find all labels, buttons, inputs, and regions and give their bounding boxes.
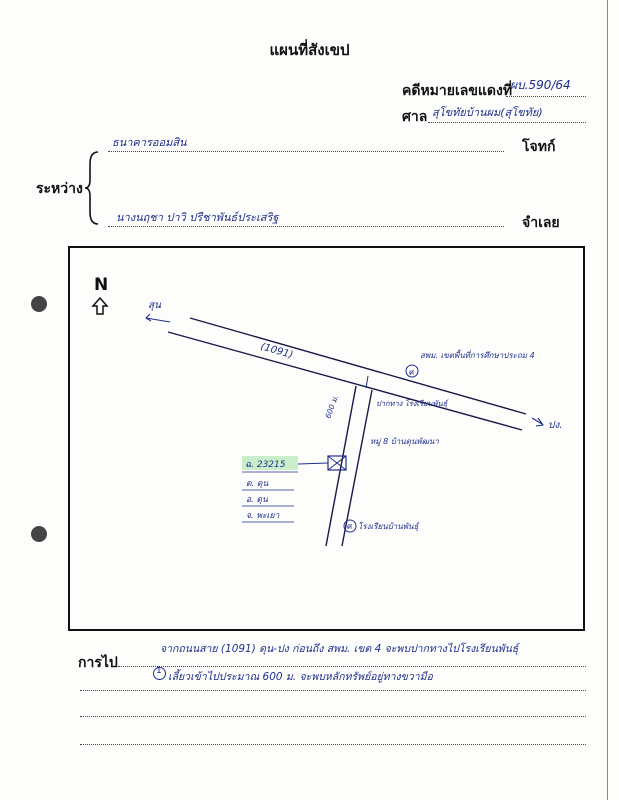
defendant-value: นางนฤชา ปาวิ ปรีชาพันธ์ประเสริฐ (116, 211, 279, 224)
road-number: (1091) (259, 341, 295, 362)
court-label: ศาล (402, 109, 428, 125)
directions-line-2: เลี้ยวเข้าไปประมาณ 600 ม. จะพบหลักทรัพย์อยู่ทางขวามือ (168, 671, 433, 683)
case-number-line (506, 96, 586, 97)
plaintiff-line (108, 151, 504, 152)
plaintiff-label: โจทก์ (522, 139, 556, 155)
subdistrict-label: ต. ดุน (246, 479, 269, 489)
directions-dotline-1 (118, 666, 586, 667)
road-left-label: สุน (148, 300, 161, 311)
case-number-value: ผบ.590/64 (510, 78, 571, 92)
court-line (428, 122, 586, 123)
entrance-tick (366, 376, 368, 388)
defendant-label: จำเลย (522, 215, 560, 231)
north-arrow-icon (93, 298, 107, 314)
alley-entrance-label: ปากทาง โรงเรียนพันธุ์ (376, 399, 448, 408)
district-label: อ. ดุน (246, 495, 268, 505)
directions-line-1: จากถนนสาย (1091) ดุน-ปง ก่อนถึง สพม. เขต 4 จะพบปากทางไปโรงเรียนพันธุ์ (160, 643, 519, 655)
school-bottom-label: โรงเรียนบ้านพันธุ์ (358, 522, 419, 531)
map-frame (68, 246, 585, 631)
directions-dotline-4 (80, 744, 586, 745)
directions-dotline-2 (80, 690, 586, 691)
landmark-school-label: สพม. เขตพื้นที่การศึกษาประถม 4 (420, 351, 535, 360)
main-road-north-edge (190, 318, 526, 414)
deed-number: ฉ. 23215 (245, 460, 286, 470)
between-brace (84, 150, 100, 226)
directions-step-mark: 1 (156, 666, 162, 676)
village-label: หมู่ 8 บ้านดุนพัฒนา (370, 437, 439, 446)
between-label: ระหว่าง (36, 181, 83, 197)
province-label: จ. พะเยา (246, 511, 280, 521)
plaintiff-value: ธนาคารออมสิน (112, 136, 187, 149)
school-bottom-mark: ศ (347, 522, 353, 531)
punch-hole-bottom (31, 526, 47, 542)
case-number-label: คดีหมายเลขแดงที่ (402, 83, 513, 99)
directions-label: การไป (78, 655, 118, 671)
north-label: N (94, 275, 109, 295)
road-right-label: ปง. (548, 420, 563, 431)
parcel-leader-line (298, 463, 328, 464)
punch-hole-top (31, 296, 47, 312)
landmark-school-mark: ศ (409, 368, 415, 377)
directions-dotline-3 (80, 716, 586, 717)
page-title: แผนที่สังเขป (269, 41, 350, 59)
map-drawing (70, 248, 583, 629)
arrow-left-head-icon (146, 314, 151, 321)
main-road-south-edge (168, 332, 522, 430)
page-edge (607, 0, 608, 800)
defendant-line (108, 226, 504, 227)
court-value: สุโขทัยบ้านผม(สุโขทัย) (432, 106, 543, 119)
distance-label: 600 ม. (323, 394, 341, 420)
